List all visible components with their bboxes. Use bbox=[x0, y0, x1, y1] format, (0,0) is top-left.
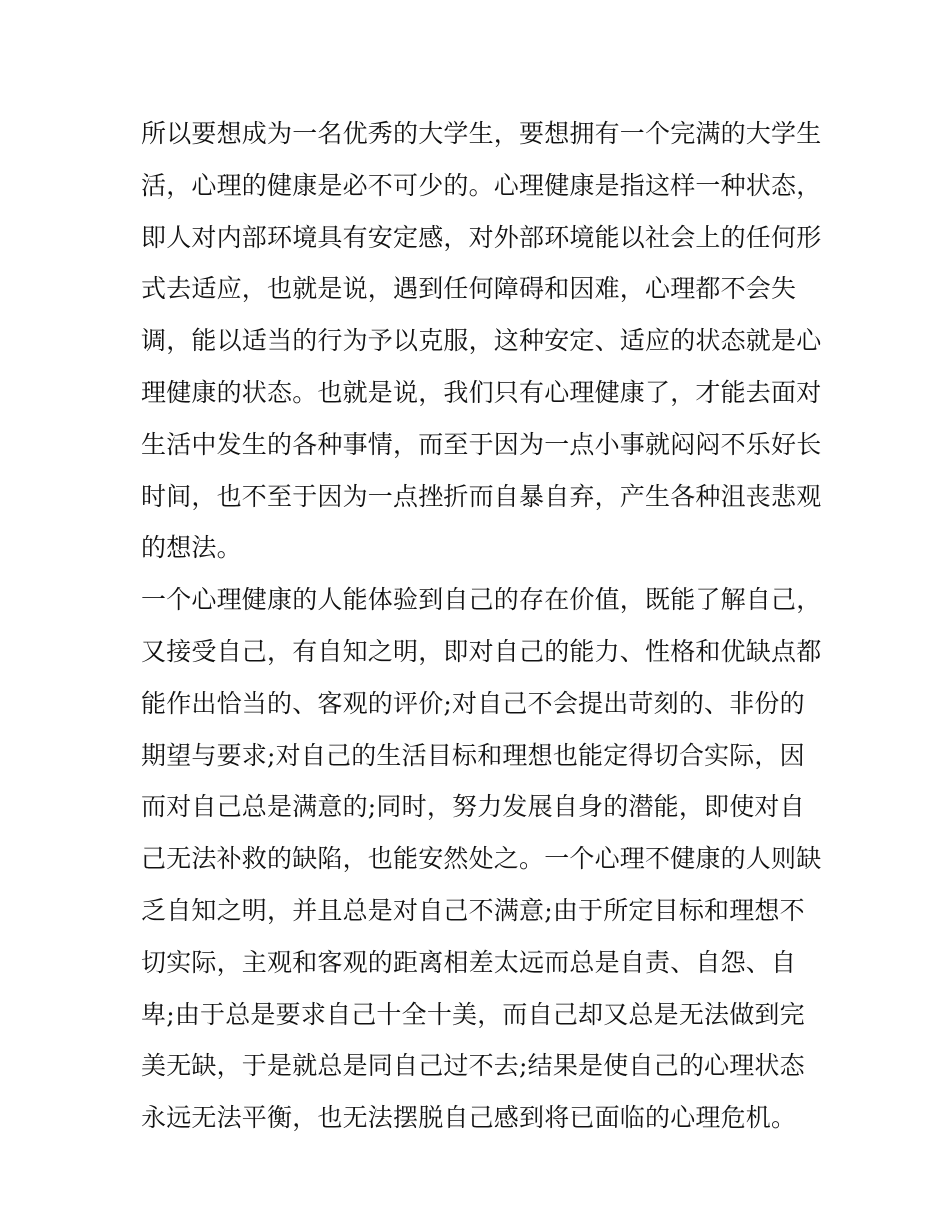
paragraph-1-line-5: 调，能以适当的行为予以克服，这种安定、适应的状态就是心 bbox=[141, 326, 822, 356]
paragraph-2-line-10: 美无缺，于是就总是同自己过不去;结果是使自己的心理状态 bbox=[141, 1051, 805, 1081]
paragraph-1-line-4: 式去适应，也就是说，遇到任何障碍和因难，心理都不会失 bbox=[141, 274, 797, 304]
paragraph-1-line-2: 活，心理的健康是必不可少的。心理健康是指这样一种状态， bbox=[141, 170, 822, 200]
paragraph-1-line-9: 的想法。 bbox=[141, 533, 242, 563]
paragraph-1-line-1: 所以要想成为一名优秀的大学生，要想拥有一个完满的大学生 bbox=[141, 119, 822, 148]
paragraph-2-line-9: 卑;由于总是要求自己十全十美，而自己却又总是无法做到完 bbox=[141, 999, 805, 1029]
paragraph-2-line-4: 期望与要求;对自己的生活目标和理想也能定得切合实际，因 bbox=[141, 740, 805, 770]
paragraph-1 bbox=[141, 108, 821, 574]
paragraph-2-line-1: 一个心理健康的人能体验到自己的存在价值，既能了解自己， bbox=[141, 585, 822, 615]
document-body bbox=[141, 108, 821, 1144]
paragraph-2-line-5: 而对自己总是满意的;同时，努力发展自身的潜能，即使对自 bbox=[141, 792, 805, 822]
paragraph-1-line-6: 理健康的状态。也就是说，我们只有心理健康了，才能去面对 bbox=[141, 377, 822, 407]
paragraph-2-line-7: 乏自知之明，并且总是对自己不满意;由于所定目标和理想不 bbox=[141, 895, 805, 925]
paragraph-1-line-3: 即人对内部环境具有安定感，对外部环境能以社会上的任何形 bbox=[141, 222, 822, 252]
paragraph-2-line-8: 切实际，主观和客观的距离相差太远而总是自责、自怨、自 bbox=[141, 947, 797, 977]
paragraph-2 bbox=[141, 574, 821, 1144]
paragraph-2-line-11: 永远无法平衡，也无法摆脱自己感到将已面临的心理危机。 bbox=[141, 1103, 797, 1133]
paragraph-1-line-8: 时间，也不至于因为一点挫折而自暴自弃，产生各种沮丧悲观 bbox=[141, 481, 822, 511]
paragraph-2-line-3: 能作出恰当的、客观的评价;对自己不会提出苛刻的、非份的 bbox=[141, 688, 805, 718]
paragraph-1-line-7: 生活中发生的各种事情，而至于因为一点小事就闷闷不乐好长 bbox=[141, 429, 822, 459]
paragraph-2-line-2: 又接受自己，有自知之明，即对自己的能力、性格和优缺点都 bbox=[141, 636, 822, 666]
paragraph-2-line-6: 己无法补救的缺陷，也能安然处之。一个心理不健康的人则缺 bbox=[141, 844, 822, 874]
